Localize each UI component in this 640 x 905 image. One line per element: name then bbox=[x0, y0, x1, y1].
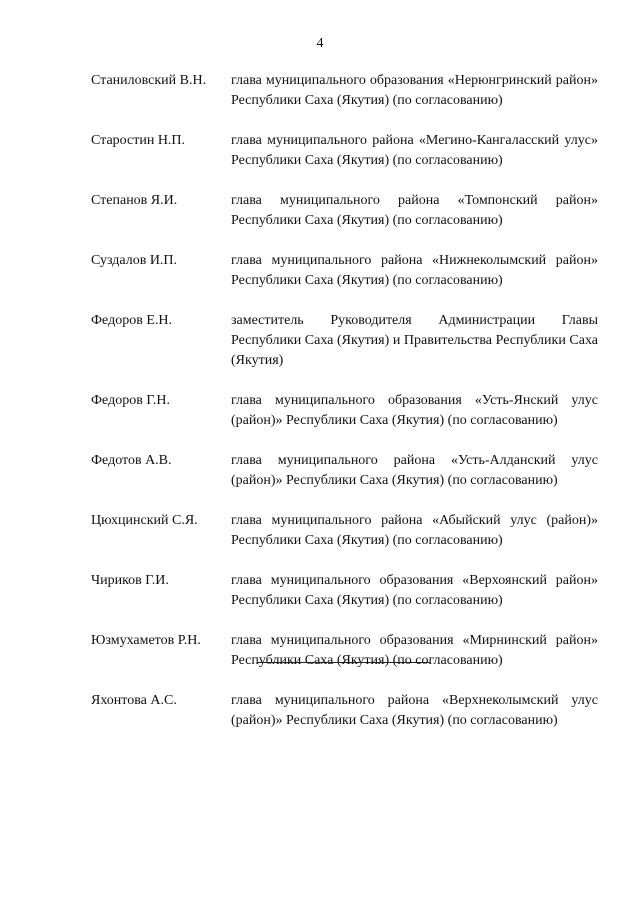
list-item bbox=[91, 631, 598, 671]
member-name: Юзмухаметов Р.Н. bbox=[91, 633, 201, 648]
member-name: Федоров Е.Н. bbox=[91, 313, 172, 328]
member-position: глава муниципального района «Томпонский район» Республики Саха (Якутия) (по согласованию) bbox=[231, 193, 598, 228]
list-item bbox=[91, 311, 598, 371]
member-position: глава муниципального образования «Мирнинский район» Республики Саха (Якутия) (по согласованию) bbox=[231, 633, 598, 668]
member-position: глава муниципального образования «Нерюнгринский район» Республики Саха (Якутия) (по согласованию) bbox=[231, 73, 598, 108]
member-position: глава муниципального района «Нижнеколымский район» Республики Саха (Якутия) (по согласованию) bbox=[231, 253, 598, 288]
list-item bbox=[91, 71, 598, 111]
member-position: заместитель Руководителя Администрации Главы Республики Саха (Якутия) и Правительства Республики Саха (Якутия) bbox=[231, 313, 598, 368]
member-list bbox=[91, 71, 598, 751]
member-position: глава муниципального образования «Верхоянский район» Республики Саха (Якутия) (по согласованию) bbox=[231, 573, 598, 608]
member-name: Чириков Г.И. bbox=[91, 573, 169, 588]
member-name: Федоров Г.Н. bbox=[91, 393, 170, 408]
member-name: Станиловский В.Н. bbox=[91, 73, 207, 88]
member-name: Яхонтова А.С. bbox=[91, 693, 177, 708]
member-name: Цюхцинский С.Я. bbox=[91, 513, 198, 528]
member-name: Степанов Я.И. bbox=[91, 193, 178, 208]
list-item bbox=[91, 251, 598, 291]
list-item bbox=[91, 571, 598, 611]
member-position: глава муниципального района «Верхнеколымский улус (район)» Республики Саха (Якутия) (по согласованию) bbox=[231, 693, 598, 728]
list-item bbox=[91, 691, 598, 731]
list-item bbox=[91, 451, 598, 491]
page-number: 4 bbox=[316, 36, 324, 51]
member-name: Старостин Н.П. bbox=[91, 133, 186, 148]
end-of-list-divider bbox=[257, 662, 430, 663]
member-position: глава муниципального образования «Усть-Янский улус (район)» Республики Саха (Якутия) (по согласованию) bbox=[231, 393, 598, 428]
member-name: Суздалов И.П. bbox=[91, 253, 178, 268]
list-item bbox=[91, 511, 598, 551]
member-position: глава муниципального района «Абыйский улус (район)» Республики Саха (Якутия) (по согласованию) bbox=[231, 513, 598, 548]
member-position: глава муниципального района «Усть-Алданский улус (район)» Республики Саха (Якутия) (по согласованию) bbox=[231, 453, 598, 488]
list-item bbox=[91, 131, 598, 171]
list-item bbox=[91, 391, 598, 431]
list-item bbox=[91, 191, 598, 231]
member-position: глава муниципального района «Мегино-Кангаласский улус» Республики Саха (Якутия) (по согласованию) bbox=[231, 133, 598, 168]
member-name: Федотов А.В. bbox=[91, 453, 172, 468]
